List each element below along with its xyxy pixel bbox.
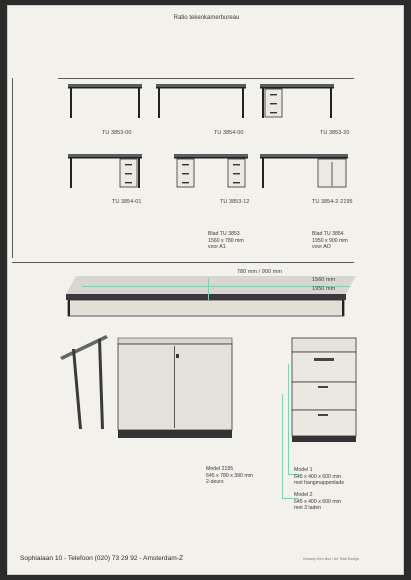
desk-illustration-tu3853-20 bbox=[260, 84, 340, 124]
desk-code: TU 3854-00 bbox=[214, 130, 244, 136]
left-rule bbox=[12, 78, 13, 258]
leg-illustration bbox=[58, 331, 118, 431]
width-dimension-line bbox=[82, 286, 350, 287]
section-rule bbox=[12, 262, 354, 263]
top-rule bbox=[58, 78, 354, 79]
top-spec-tu3854: Blad TU 3854 1950 x 900 mm voor AO bbox=[312, 231, 348, 251]
desk-code: TU 3854-01 bbox=[112, 199, 142, 205]
depth-dimension-label: 780 mm / 900 mm bbox=[237, 269, 282, 275]
model-1-leader-v bbox=[288, 364, 289, 474]
width-large-label: 1950 mm bbox=[312, 286, 336, 292]
cabinet-2195-illustration bbox=[114, 334, 238, 446]
desk-code: TU 3854-2-2195 bbox=[312, 199, 353, 205]
brochure-page bbox=[7, 5, 404, 575]
model-2-leader-v bbox=[282, 394, 283, 498]
page-title: Ratio tekenkamerbureau bbox=[173, 15, 240, 21]
top-spec-tu3853: Blad TU 3853 1560 x 780 mm voor A1 bbox=[208, 231, 244, 251]
footer-credit: Ontwerp Ben Bos / Art Total Design bbox=[302, 557, 359, 561]
desk-illustration-tu3854-00 bbox=[156, 84, 252, 124]
desk-code: TU 3853-12 bbox=[220, 199, 250, 205]
width-small-label: 1560 mm bbox=[312, 277, 336, 283]
model-1-caption: Model 1 645 x 400 x 600 mm met hangmappenlade bbox=[294, 467, 345, 487]
desk-illustration-tu3853-00 bbox=[68, 84, 148, 124]
desk-code: TU 3853-20 bbox=[320, 130, 350, 136]
desk-code: TU 3853-00 bbox=[102, 130, 132, 136]
desk-illustration-tu3854-01 bbox=[68, 154, 148, 194]
model-2-caption: Model 2 645 x 400 x 600 mm met 3 laden bbox=[294, 492, 342, 512]
footer-address: Sophialaan 10 - Telefoon (020) 73 29 92 - Amsterdam-Z bbox=[20, 555, 183, 562]
model-2195-caption: Model 2195 645 x 780 x 390 mm 2-deurs bbox=[206, 466, 254, 486]
desk-illustration-tu3854-2-2195 bbox=[260, 154, 356, 194]
desk-illustration-tu3853-12 bbox=[174, 154, 254, 194]
drawer-unit-illustration bbox=[290, 336, 360, 446]
depth-dimension-line bbox=[208, 278, 209, 300]
